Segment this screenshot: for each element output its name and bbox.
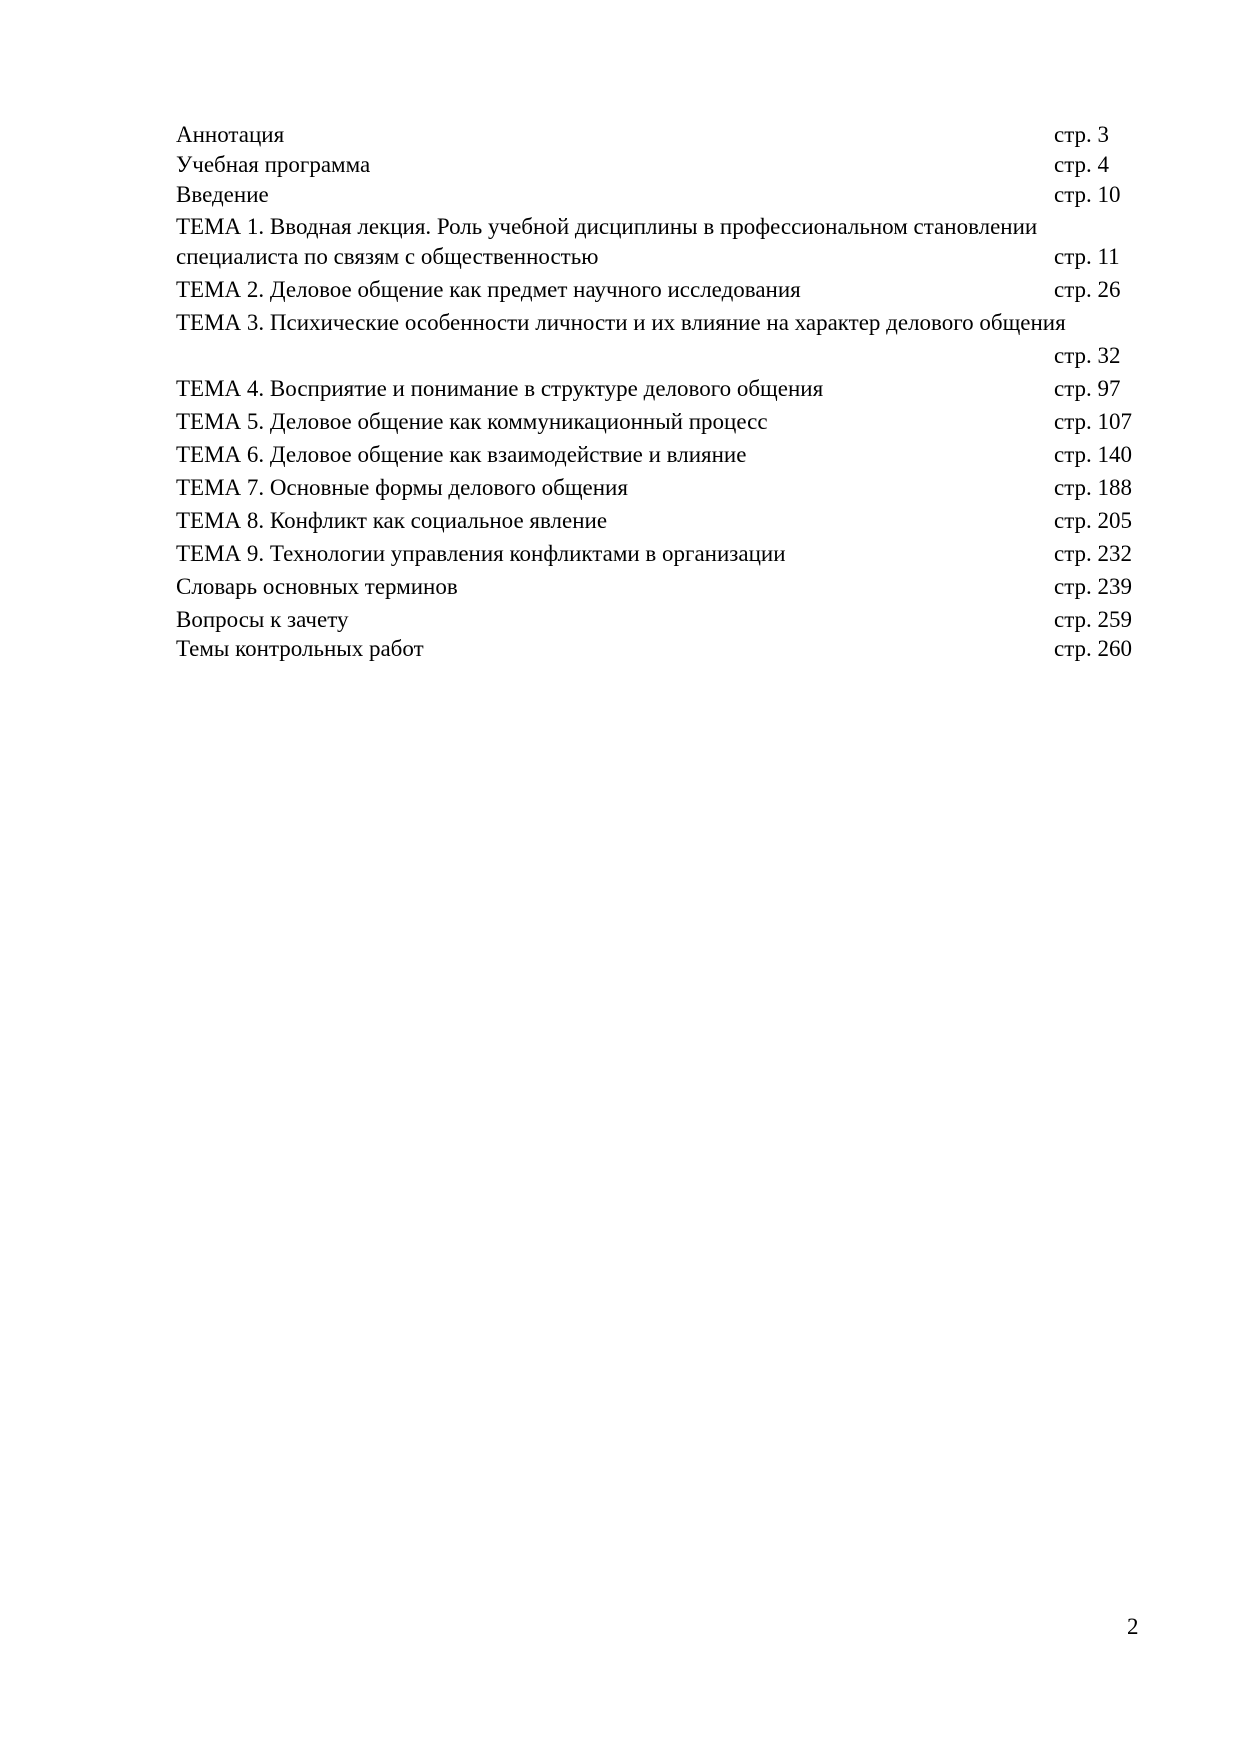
toc-entry-topic-7 xyxy=(176,473,1176,503)
toc-entry-topic-2 xyxy=(176,275,1176,305)
toc-entry-title: ТЕМА 6. Деловое общение как взаимодействие и влияние xyxy=(176,442,747,467)
toc-entry-page: стр. 26 xyxy=(1054,277,1121,302)
toc-entry-title: ТЕМА 1. Вводная лекция. Роль учебной дисциплины в профессиональном становлении xyxy=(176,214,1038,239)
toc-entry-page: стр. 188 xyxy=(1054,475,1133,500)
toc-entry-page: стр. 232 xyxy=(1054,541,1133,566)
toc-entry-topic-9 xyxy=(176,539,1176,569)
toc-entry-title: ТЕМА 8. Конфликт как социальное явление xyxy=(176,508,608,533)
toc-entry-title: Введение xyxy=(176,182,269,207)
toc-entry-annotation xyxy=(176,120,1176,150)
toc-entry-topic-1-continued xyxy=(176,242,1176,272)
toc-entry-topic-8 xyxy=(176,506,1176,536)
toc-entry-title: Темы контрольных работ xyxy=(176,636,424,661)
toc-entry-page: стр. 4 xyxy=(1054,152,1110,177)
toc-entry-title: Учебная программа xyxy=(176,152,371,177)
page-number: 2 xyxy=(1127,1614,1139,1639)
toc-entry-title: ТЕМА 9. Технологии управления конфликтами в организации xyxy=(176,541,786,566)
toc-entry-topic-1 xyxy=(176,212,1176,242)
toc-entry-page: стр. 140 xyxy=(1054,442,1133,467)
toc-entry-topic-3-continued xyxy=(176,341,1176,371)
toc-entry-page: стр. 260 xyxy=(1054,636,1133,661)
toc-entry-topic-4 xyxy=(176,374,1176,404)
toc-entry-curriculum xyxy=(176,150,1176,180)
toc-entry-title: ТЕМА 4. Восприятие и понимание в структуре делового общения xyxy=(176,376,824,401)
toc-entry-page: стр. 32 xyxy=(1054,343,1121,368)
toc-entry-title: ТЕМА 3. Психические особенности личности и их влияние на характер делового общения xyxy=(176,310,1066,335)
toc-entry-topic-6 xyxy=(176,440,1176,470)
toc-entry-page: стр. 10 xyxy=(1054,182,1121,207)
toc-entry-title: специалиста по связям с общественностью xyxy=(176,244,599,269)
toc-entry-exam-questions xyxy=(176,605,1176,635)
toc-entry-title: Словарь основных терминов xyxy=(176,574,458,599)
toc-entry-test-topics xyxy=(176,634,1176,664)
toc-entry-page: стр. 107 xyxy=(1054,409,1133,434)
toc-entry-page: стр. 259 xyxy=(1054,607,1133,632)
toc-entry-title: ТЕМА 7. Основные формы делового общения xyxy=(176,475,628,500)
toc-entry-title: ТЕМА 2. Деловое общение как предмет научного исследования xyxy=(176,277,801,302)
toc-entry-topic-5 xyxy=(176,407,1176,437)
toc-entry-page: стр. 11 xyxy=(1054,244,1120,269)
toc-entry-glossary xyxy=(176,572,1176,602)
toc-entry-page: стр. 205 xyxy=(1054,508,1133,533)
toc-entry-introduction xyxy=(176,180,1176,210)
toc-entry-page: стр. 97 xyxy=(1054,376,1121,401)
toc-entry-title: Аннотация xyxy=(176,122,285,147)
toc-entry-title: Вопросы к зачету xyxy=(176,607,349,632)
toc-entry-title: ТЕМА 5. Деловое общение как коммуникационный процесс xyxy=(176,409,768,434)
toc-entry-page: стр. 3 xyxy=(1054,122,1110,147)
toc-entry-topic-3 xyxy=(176,308,1176,338)
toc-entry-page: стр. 239 xyxy=(1054,574,1133,599)
